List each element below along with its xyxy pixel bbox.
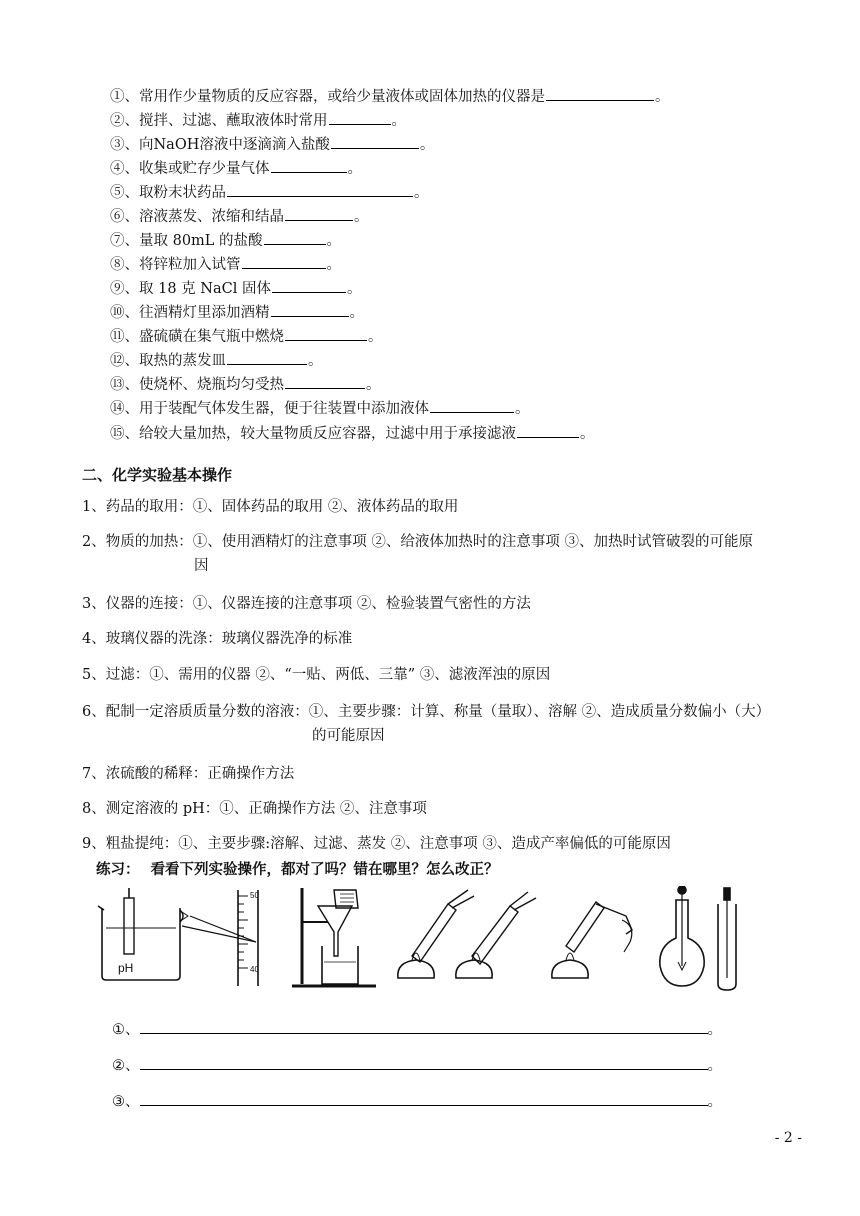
question-end: 。 bbox=[368, 329, 383, 345]
question-text: ⑩、往酒精灯里添加酒精 bbox=[110, 305, 270, 321]
answer-end: 。 bbox=[707, 1094, 722, 1110]
operation-item: 8、测定溶液的 pH：①、正确操作方法 ②、注意事项 bbox=[82, 801, 427, 817]
answer-blank[interactable] bbox=[264, 230, 326, 245]
practice-text: 看看下列实验操作，都对了吗？错在哪里？怎么改正？ bbox=[150, 862, 499, 878]
question-end: 。 bbox=[580, 426, 595, 442]
operation-item-continuation: 因 bbox=[194, 558, 209, 574]
operation-item: 2、物质的加热：①、使用酒精灯的注意事项 ②、给液体加热时的注意事项 ③、加热时试管破裂的可能原 bbox=[82, 534, 753, 550]
question-item bbox=[110, 302, 364, 322]
question-item bbox=[110, 350, 323, 370]
question-item bbox=[110, 110, 406, 130]
operation-item-continuation: 的可能原因 bbox=[312, 728, 385, 744]
experiment-figures bbox=[96, 886, 756, 996]
answer-blank[interactable] bbox=[331, 134, 419, 149]
cylinder-mark-top: 50 bbox=[250, 891, 259, 900]
question-text: ④、收集或贮存少量气体 bbox=[110, 161, 270, 177]
page-number: - 2 - bbox=[774, 1130, 802, 1146]
question-end: 。 bbox=[326, 233, 342, 249]
question-text: ⑨、取 18 克 NaCl 固体 bbox=[110, 281, 271, 297]
question-text: ⑮、给较大量加热，较大量物质反应容器，过滤中用于承接滤液 bbox=[110, 426, 516, 442]
answer-blank[interactable] bbox=[242, 254, 326, 269]
question-item bbox=[110, 254, 341, 274]
answer-label: ①、 bbox=[112, 1022, 140, 1038]
figure-cylinder-reading bbox=[180, 890, 259, 986]
answer-blank[interactable] bbox=[517, 423, 579, 438]
question-item bbox=[110, 398, 530, 418]
question-item bbox=[110, 374, 381, 394]
answer-blank[interactable] bbox=[430, 398, 514, 413]
answer-blank[interactable] bbox=[329, 110, 391, 125]
operation-item: 9、粗盐提纯：①、主要步骤:溶解、过滤、蒸发 ②、注意事项 ③、造成产率偏低的可能原因 bbox=[82, 836, 671, 852]
question-end: 。 bbox=[391, 113, 406, 129]
answer-blank[interactable] bbox=[271, 158, 347, 173]
answer-blank[interactable] bbox=[272, 278, 346, 293]
operation-item: 3、仪器的连接：①、仪器连接的注意事项 ②、检验装置气密性的方法 bbox=[82, 596, 531, 612]
answer-row bbox=[112, 1018, 722, 1039]
answer-blank[interactable] bbox=[227, 350, 307, 365]
question-item bbox=[110, 278, 361, 298]
question-text: ⑫、取热的蒸发皿 bbox=[110, 353, 226, 369]
question-end: 。 bbox=[414, 185, 429, 201]
answer-blank[interactable] bbox=[546, 86, 654, 101]
answer-blank[interactable] bbox=[227, 182, 413, 197]
cylinder-mark-bottom: 40 bbox=[250, 965, 259, 974]
question-end: 。 bbox=[366, 377, 381, 393]
figure-tube-holder bbox=[552, 902, 632, 978]
question-text: ⑧、将锌粒加入试管 bbox=[110, 257, 241, 273]
question-item bbox=[110, 230, 341, 250]
question-text: ⑤、取粉末状药品 bbox=[110, 185, 226, 201]
ph-label: pH bbox=[118, 961, 134, 975]
figure-beaker-ph bbox=[98, 888, 180, 980]
practice-prompt bbox=[96, 858, 499, 879]
operation-item: 7、浓硫酸的稀释：正确操作方法 bbox=[82, 766, 295, 782]
operation-item: 5、过滤：①、需用的仪器 ②、“一贴、两低、三靠” ③、滤液浑浊的原因 bbox=[82, 667, 551, 683]
operation-item: 4、玻璃仪器的洗涤：玻璃仪器洗净的标准 bbox=[82, 631, 353, 647]
figure-flask-dropper bbox=[660, 886, 736, 990]
question-text: ⑦、量取 80mL 的盐酸 bbox=[110, 233, 263, 249]
section-heading: 二、化学实验基本操作 bbox=[82, 466, 233, 484]
question-item bbox=[110, 158, 362, 178]
figure-filtration bbox=[292, 888, 376, 986]
question-text: ⑥、溶液蒸发、浓缩和结晶 bbox=[110, 209, 284, 225]
question-item bbox=[110, 423, 595, 443]
question-text: ⑭、用于装配气体发生器，便于往装置中添加液体 bbox=[110, 401, 429, 417]
question-item bbox=[110, 326, 383, 346]
question-text: ⑪、盛硫磺在集气瓶中燃烧 bbox=[110, 329, 284, 345]
answer-row bbox=[112, 1054, 722, 1075]
question-text: ③、向NaOH溶液中逐滴滴入盐酸 bbox=[110, 137, 330, 153]
answer-end: 。 bbox=[707, 1058, 722, 1074]
answer-blank[interactable] bbox=[285, 374, 365, 389]
answer-label: ②、 bbox=[112, 1058, 140, 1074]
question-end: 。 bbox=[655, 89, 670, 105]
answer-label: ③、 bbox=[112, 1094, 140, 1110]
question-end: 。 bbox=[308, 353, 323, 369]
answer-blank[interactable] bbox=[285, 326, 367, 341]
practice-label: 练习： bbox=[96, 862, 140, 878]
answer-blank[interactable] bbox=[285, 206, 353, 221]
figure-heating-tubes bbox=[398, 890, 536, 978]
question-end: 。 bbox=[349, 305, 364, 321]
question-item bbox=[110, 182, 429, 202]
question-end: 。 bbox=[326, 257, 341, 273]
answer-line[interactable] bbox=[140, 1019, 708, 1034]
answer-blank[interactable] bbox=[271, 302, 349, 317]
operation-item: 1、药品的取用：①、固体药品的取用 ②、液体药品的取用 bbox=[82, 499, 459, 515]
question-end: 。 bbox=[515, 401, 530, 417]
operation-item: 6、配制一定溶质质量分数的溶液：①、主要步骤：计算、称量（量取）、溶解 ②、造成质量分数偏小（大） bbox=[82, 704, 771, 720]
question-end: 。 bbox=[346, 281, 362, 297]
question-item bbox=[110, 86, 670, 106]
question-text: ①、常用作少量物质的反应容器，或给少量液体或固体加热的仪器是 bbox=[110, 89, 545, 105]
question-text: ⑬、使烧杯、烧瓶均匀受热 bbox=[110, 377, 284, 393]
answer-line[interactable] bbox=[140, 1055, 708, 1070]
question-item bbox=[110, 206, 369, 226]
answer-row bbox=[112, 1090, 722, 1111]
question-text: ②、搅拌、过滤、蘸取液体时常用 bbox=[110, 113, 328, 129]
question-end: 。 bbox=[354, 209, 369, 225]
question-item bbox=[110, 134, 434, 154]
question-end: 。 bbox=[347, 161, 362, 177]
answer-end: 。 bbox=[707, 1022, 722, 1038]
answer-line[interactable] bbox=[140, 1091, 708, 1106]
question-end: 。 bbox=[419, 137, 435, 153]
